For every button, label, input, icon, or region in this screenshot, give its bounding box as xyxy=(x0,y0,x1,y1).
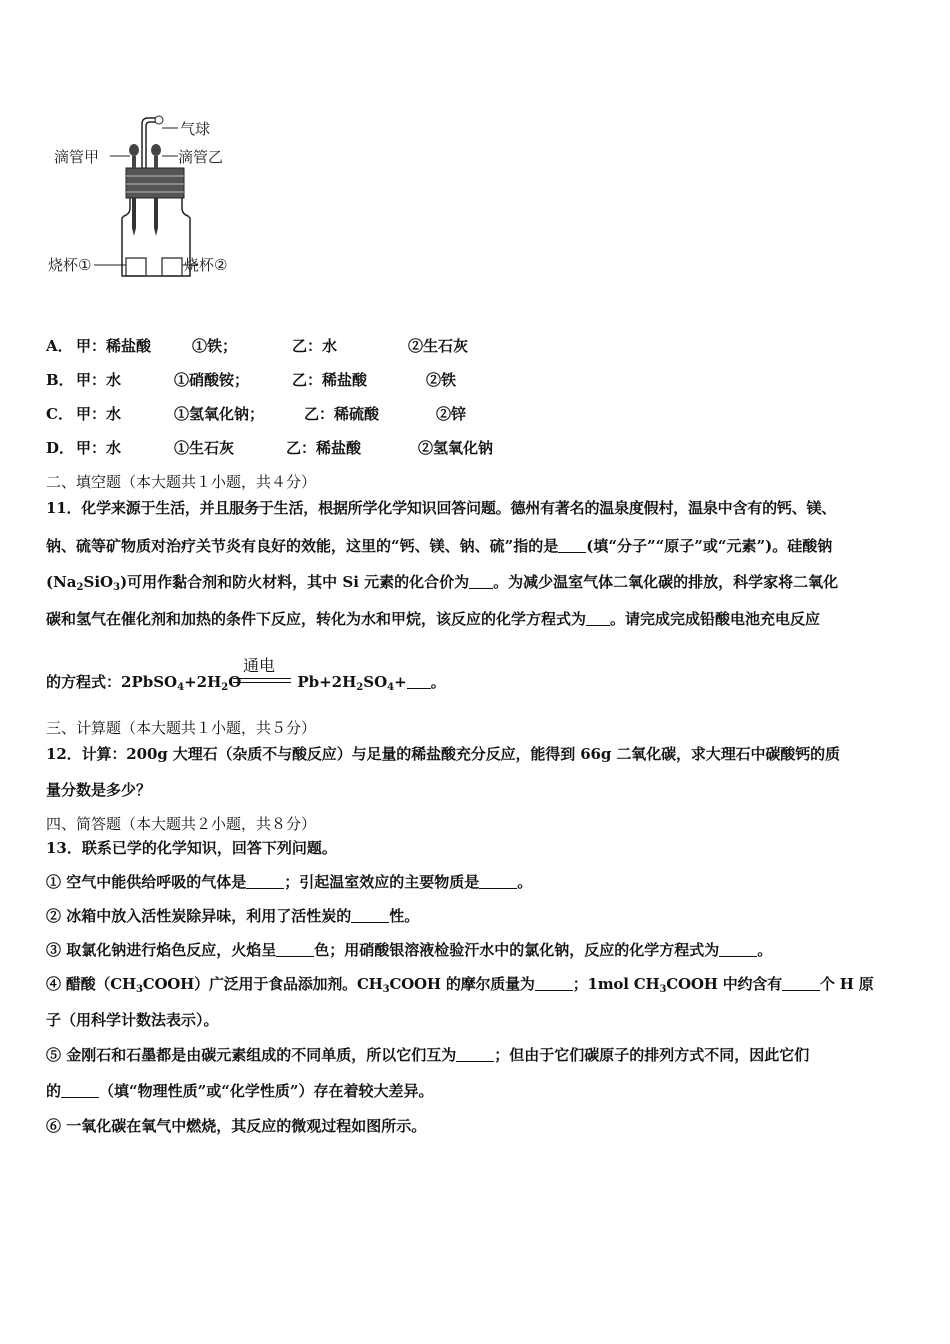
apparatus-figure xyxy=(44,110,264,288)
answer-blank xyxy=(469,574,493,589)
option-a: A． 甲：稀盐酸 ①铁； 乙：水 ②生石灰 xyxy=(46,337,469,355)
option-d: D． 甲：水 ①生石灰 乙：稀盐酸 ②氢氧化钠 xyxy=(46,439,494,457)
q13-part-2: ② 冰箱中放入活性炭除异味，利用了活性炭的 性。 xyxy=(46,907,420,925)
q13-part-5: ⑤ 金刚石和石墨都是由碳元素组成的不同单质，所以它们互为 ；但由于它们碳原子的排列方式不同，因此它们 xyxy=(46,1046,810,1064)
q11-line-1: 11．化学来源于生活，并且服务于生活，根据所学化学知识回答问题。德州有著名的温泉度假村，温泉中含有的钙、镁、 xyxy=(46,499,837,517)
equals-line-bottom xyxy=(233,682,291,683)
q11-line-2: 钠、硫等矿物质对治疗关节炎有良好的效能，这里的“钙、镁、钠、硫”指的是 (填“分子”“原子”或“元素”)。硅酸钠 xyxy=(46,537,833,555)
beaker-2-label: 烧杯② xyxy=(184,256,228,274)
answer-blank xyxy=(407,674,431,689)
condition-label: 通电 xyxy=(243,656,276,675)
answer-blank xyxy=(246,874,284,889)
answer-blank xyxy=(351,908,389,923)
answer-blank xyxy=(719,942,757,957)
section-3-heading: 三、计算题（本大题共１小题，共５分） xyxy=(46,719,317,737)
q12-line-2: 量分数是多少？ xyxy=(46,781,152,799)
answer-blank xyxy=(782,976,820,991)
q11-equation-line: 的方程式：$2PbSO_4+2H_2O$ $Pb+2H_2SO_4+$ 。 xyxy=(46,673,446,693)
dropper-b-label: 滴管乙 xyxy=(178,148,224,166)
answer-blank xyxy=(61,1083,99,1098)
section-2-heading: 二、填空题（本大题共１小题，共４分） xyxy=(46,473,317,491)
q13-part-3: ③ 取氯化钠进行焰色反应，火焰呈 色；用硝酸银溶液检验汗水中的氯化钠，反应的化学方程式为 。 xyxy=(46,941,773,959)
q13-part-5-line-2: 的 （填“物理性质”或“化学性质”）存在着较大差异。 xyxy=(46,1082,434,1100)
answer-blank xyxy=(586,611,610,626)
answer-blank xyxy=(558,538,586,553)
answer-blank xyxy=(479,874,517,889)
option-b: B． 甲：水 ①硝酸铵； 乙：稀盐酸 ②铁 xyxy=(46,371,457,389)
q11-line-4: 碳和氢气在催化剂和加热的条件下反应，转化为水和甲烷，该反应的化学方程式为 。请完成完成铅酸电池充电反应 xyxy=(46,610,821,628)
q11-line-3: $(Na_2SiO_3)$可用作黏合剂和防火材料，其中 Si 元素的化合价为 。为减少温室气体二氧化碳的排放，科学家将二氧化 xyxy=(46,573,839,593)
q13-part-6: ⑥ 一氧化碳在氧气中燃烧，其反应的微观过程如图所示。 xyxy=(46,1117,427,1135)
section-4-heading: 四、简答题（本大题共２小题，共８分） xyxy=(46,815,317,833)
q12-line-1: 12．计算：200g 大理石（杂质不与酸反应）与足量的稀盐酸充分反应，能得到 66g 二氧化碳，求大理石中碳酸钙的质 xyxy=(46,745,840,763)
q13-part-4: ④ 醋酸$(CH_3COOH)$广泛用于食品添加剂。$CH_3COOH$ 的摩尔质量为 ；1mol $CH_3COOH$ 中约含有 个 H 原 xyxy=(46,975,874,995)
q13-part-4-line-2: 子（用科学计数法表示）。 xyxy=(46,1011,219,1029)
balloon-label: 气球 xyxy=(180,120,211,138)
beaker-1-label: 烧杯① xyxy=(48,256,92,274)
reaction-condition xyxy=(233,653,291,689)
answer-blank xyxy=(276,942,314,957)
q13-intro: 13．联系已学的化学知识，回答下列问题。 xyxy=(46,839,337,857)
answer-blank xyxy=(535,976,573,991)
option-c: C． 甲：水 ①氢氧化钠； 乙：稀硫酸 ②锌 xyxy=(46,405,467,423)
equals-line-top xyxy=(233,678,291,679)
dropper-a-label: 滴管甲 xyxy=(54,148,100,166)
q13-part-1: ① 空气中能供给呼吸的气体是 ；引起温室效应的主要物质是 。 xyxy=(46,873,533,891)
answer-blank xyxy=(456,1047,494,1062)
